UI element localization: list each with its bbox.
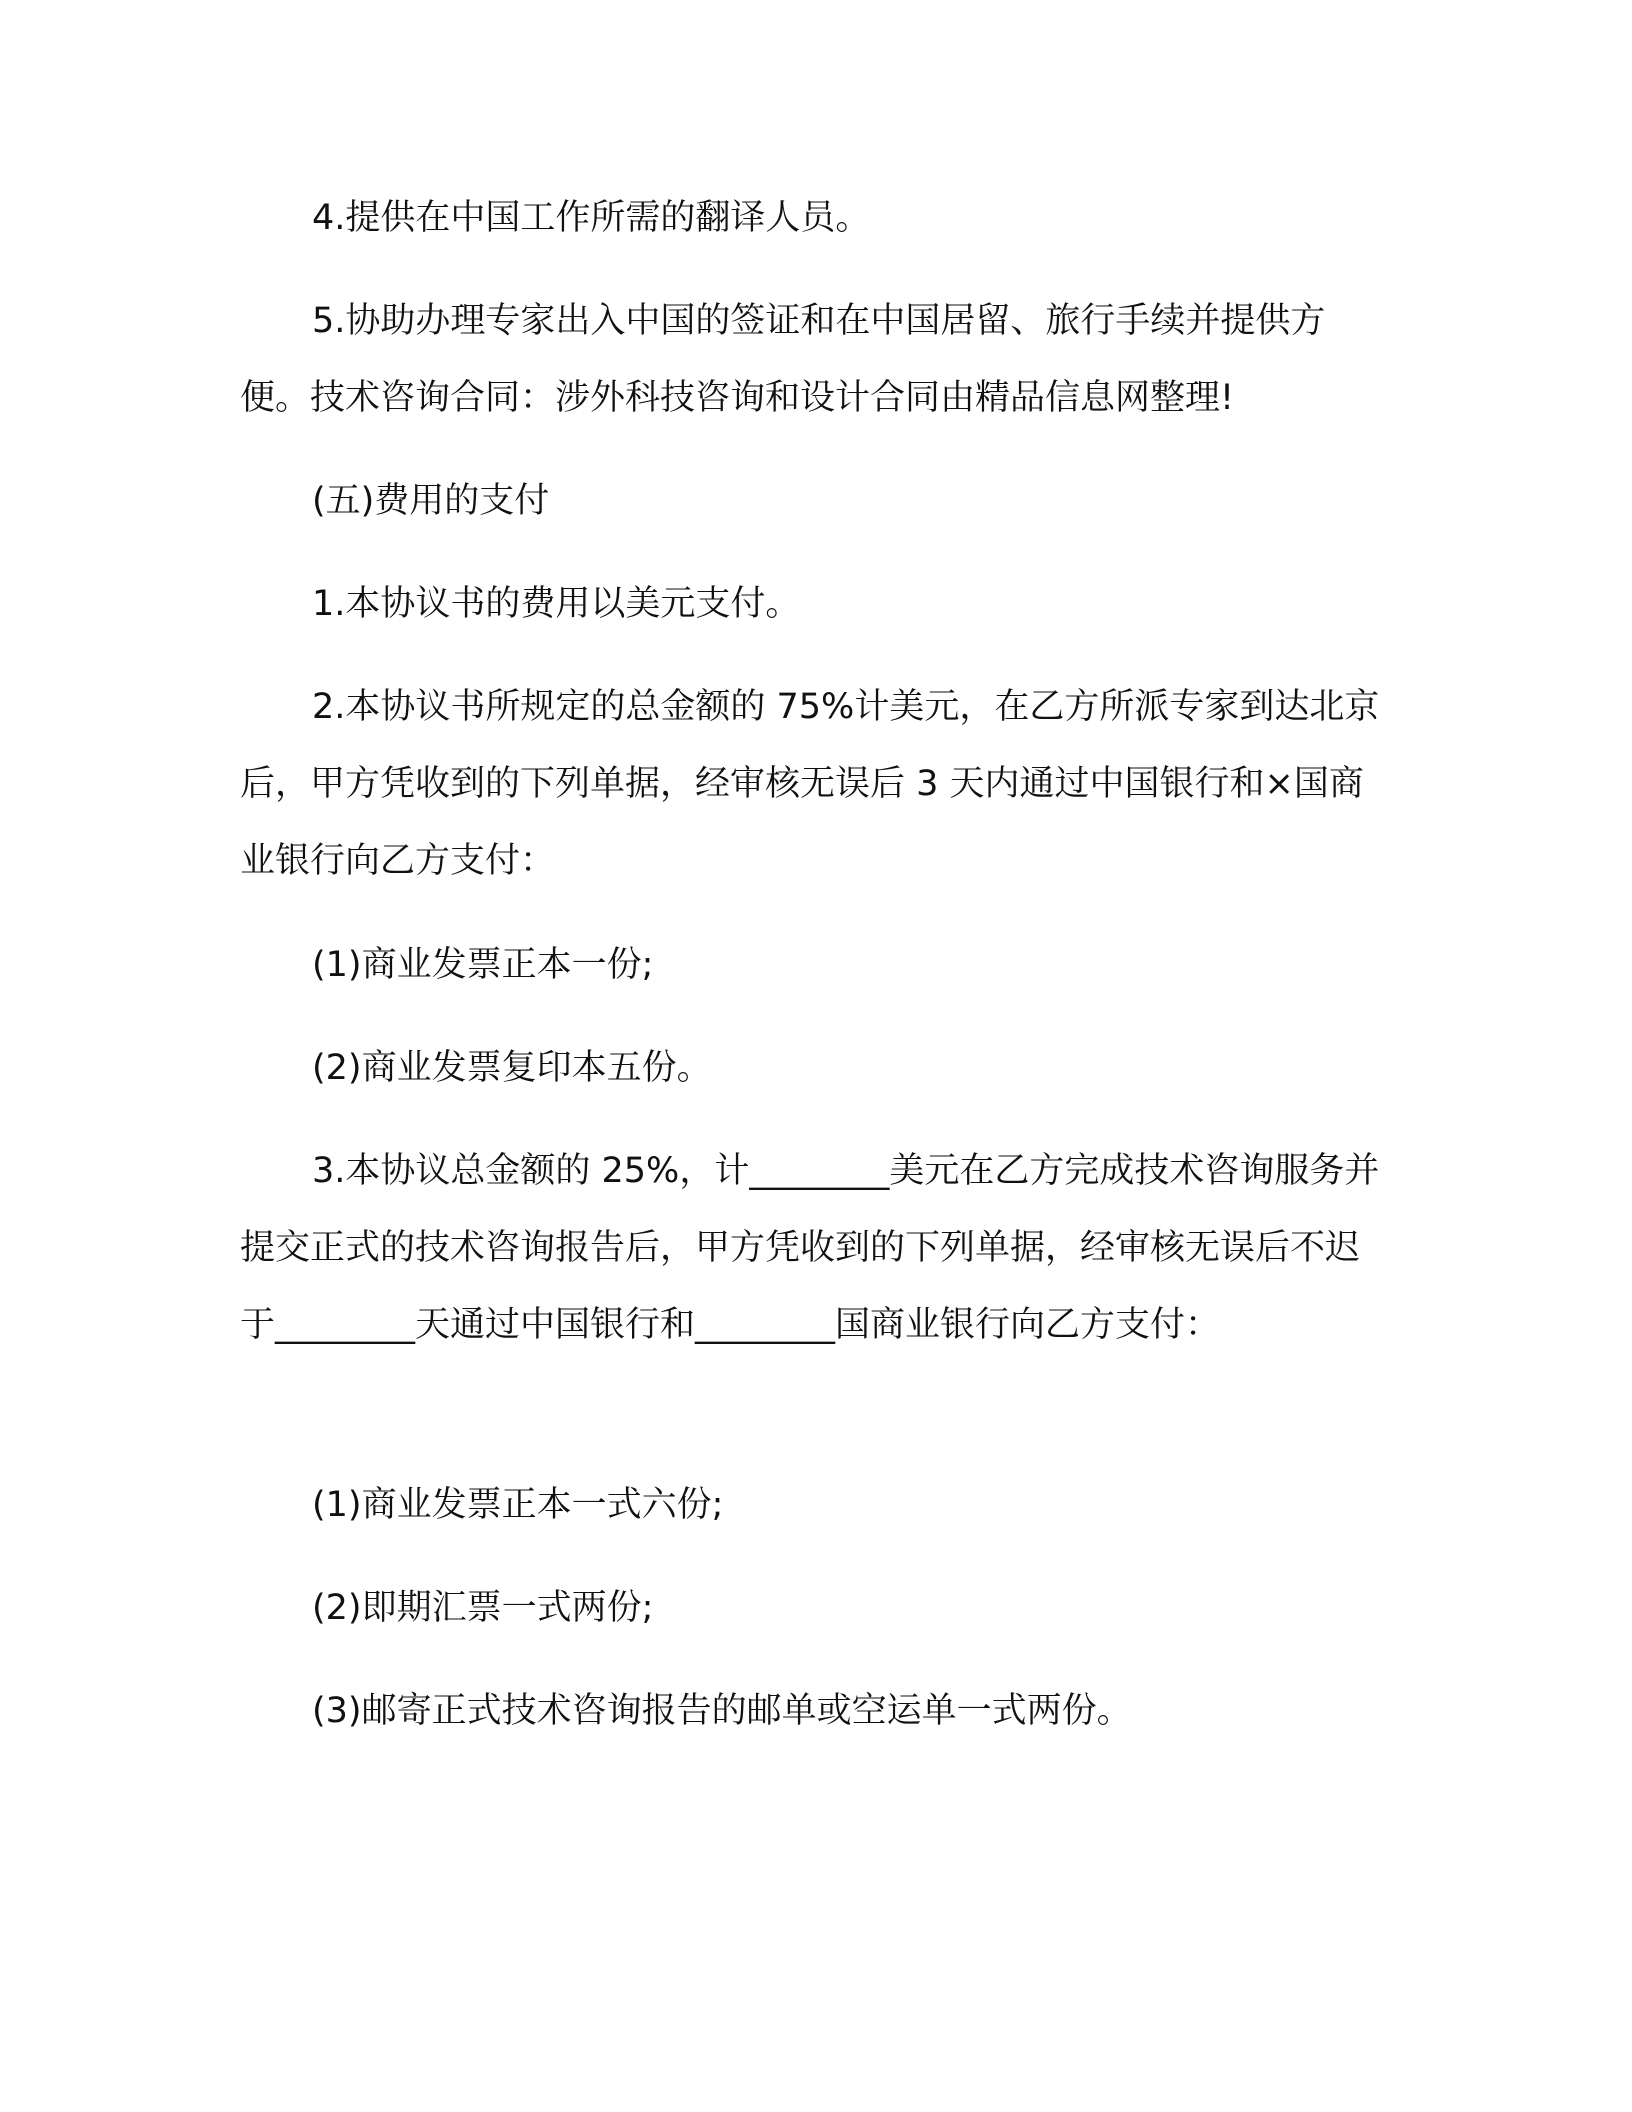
paragraph-visa-assistance: 5.协助办理专家出入中国的签证和在中国居留、旅行手续并提供方便。技术咨询合同：涉外科技咨询和设计合同由精品信息网整理! (240, 301, 1326, 418)
paragraph-second-installment: 3.本协议总金额的 25%，计________美元在乙方完成技术咨询服务并提交正式的技术咨询报告后，甲方凭收到的下列单据，经审核无误后不迟于________天通过中国银行和________国商业银行向乙方支付： (240, 1151, 1380, 1345)
list-item-sight-draft: (2)即期汇票一式两份; (312, 1588, 654, 1628)
list-item-invoice-six-copies: (1)商业发票正本一式六份; (312, 1485, 724, 1525)
paragraph-translators: 4.提供在中国工作所需的翻译人员。 (312, 198, 871, 238)
list-item-mailing-receipt: (3)邮寄正式技术咨询报告的邮单或空运单一式两份。 (312, 1691, 1132, 1731)
paragraph-first-installment: 2.本协议书所规定的总金额的 75%计美元，在乙方所派专家到达北京后，甲方凭收到的下列单据，经审核无误后 3 天内通过中国银行和×国商业银行向乙方支付： (240, 687, 1380, 881)
section-heading-payment: (五)费用的支付 (312, 481, 550, 521)
list-item-invoice-original: (1)商业发票正本一份; (312, 945, 654, 985)
paragraph-payment-currency: 1.本协议书的费用以美元支付。 (312, 584, 801, 624)
list-item-invoice-copies: (2)商业发票复印本五份。 (312, 1048, 712, 1088)
